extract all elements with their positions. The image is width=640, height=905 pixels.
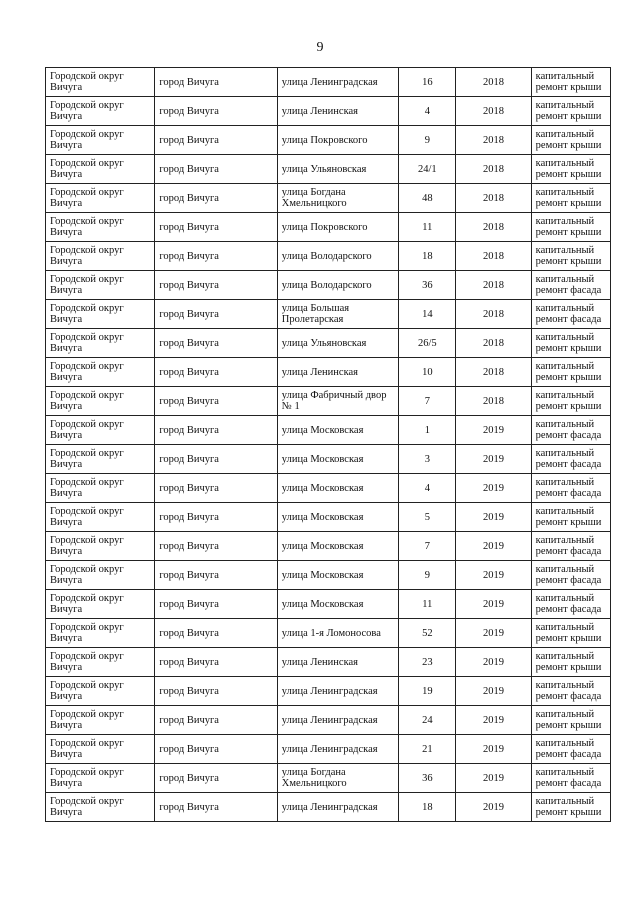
house-number-cell: 4 — [399, 97, 456, 126]
work-type-cell: капитальный ремонт фасада — [531, 271, 610, 300]
house-number-cell: 19 — [399, 677, 456, 706]
house-number-cell: 7 — [399, 387, 456, 416]
street-cell: улица Ленинская — [277, 97, 398, 126]
table-row — [46, 793, 611, 822]
city-cell: город Вичуга — [155, 532, 277, 561]
year-cell: 2019 — [456, 648, 531, 677]
year-cell: 2018 — [456, 387, 531, 416]
city-cell: город Вичуга — [155, 97, 277, 126]
work-type-cell: капитальный ремонт фасада — [531, 590, 610, 619]
year-cell: 2019 — [456, 590, 531, 619]
street-cell: улица Ленинская — [277, 358, 398, 387]
year-cell: 2019 — [456, 532, 531, 561]
year-cell: 2019 — [456, 677, 531, 706]
street-cell: улица Московская — [277, 590, 398, 619]
house-number-cell: 4 — [399, 474, 456, 503]
work-type-cell: капитальный ремонт крыши — [531, 648, 610, 677]
table-row — [46, 677, 611, 706]
table-row — [46, 271, 611, 300]
year-cell: 2018 — [456, 184, 531, 213]
city-cell: город Вичуга — [155, 184, 277, 213]
city-cell: город Вичуга — [155, 213, 277, 242]
municipal-district-cell: Городской округ Вичуга — [46, 155, 155, 184]
city-cell: город Вичуга — [155, 706, 277, 735]
house-number-cell: 10 — [399, 358, 456, 387]
municipal-district-cell: Городской округ Вичуга — [46, 329, 155, 358]
table-row — [46, 648, 611, 677]
work-type-cell: капитальный ремонт фасада — [531, 300, 610, 329]
year-cell: 2018 — [456, 155, 531, 184]
municipal-district-cell: Городской округ Вичуга — [46, 648, 155, 677]
work-type-cell: капитальный ремонт крыши — [531, 155, 610, 184]
house-number-cell: 23 — [399, 648, 456, 677]
city-cell: город Вичуга — [155, 590, 277, 619]
city-cell: город Вичуга — [155, 126, 277, 155]
municipal-district-cell: Городской округ Вичуга — [46, 474, 155, 503]
work-type-cell: капитальный ремонт фасада — [531, 561, 610, 590]
house-number-cell: 11 — [399, 213, 456, 242]
work-type-cell: капитальный ремонт крыши — [531, 358, 610, 387]
municipal-district-cell: Городской округ Вичуга — [46, 590, 155, 619]
year-cell: 2018 — [456, 242, 531, 271]
city-cell: город Вичуга — [155, 793, 277, 822]
work-type-cell: капитальный ремонт крыши — [531, 503, 610, 532]
municipal-district-cell: Городской округ Вичуга — [46, 416, 155, 445]
table-row — [46, 503, 611, 532]
city-cell: город Вичуга — [155, 474, 277, 503]
city-cell: город Вичуга — [155, 329, 277, 358]
house-number-cell: 9 — [399, 561, 456, 590]
register-body — [46, 68, 611, 822]
table-row — [46, 155, 611, 184]
municipal-district-cell: Городской округ Вичуга — [46, 532, 155, 561]
house-number-cell: 14 — [399, 300, 456, 329]
municipal-district-cell: Городской округ Вичуга — [46, 68, 155, 97]
city-cell: город Вичуга — [155, 416, 277, 445]
street-cell: улица Московская — [277, 561, 398, 590]
work-type-cell: капитальный ремонт фасада — [531, 474, 610, 503]
city-cell: город Вичуга — [155, 735, 277, 764]
street-cell: улица Большая Пролетарская — [277, 300, 398, 329]
city-cell: город Вичуга — [155, 561, 277, 590]
street-cell: улица Московская — [277, 503, 398, 532]
municipal-district-cell: Городской округ Вичуга — [46, 561, 155, 590]
work-type-cell: капитальный ремонт фасада — [531, 764, 610, 793]
table-row — [46, 590, 611, 619]
municipal-district-cell: Городской округ Вичуга — [46, 764, 155, 793]
table-row — [46, 329, 611, 358]
house-number-cell: 36 — [399, 764, 456, 793]
municipal-district-cell: Городской округ Вичуга — [46, 503, 155, 532]
work-type-cell: капитальный ремонт крыши — [531, 213, 610, 242]
table-row — [46, 97, 611, 126]
house-number-cell: 52 — [399, 619, 456, 648]
city-cell: город Вичуга — [155, 242, 277, 271]
table-row — [46, 300, 611, 329]
street-cell: улица Ленинградская — [277, 793, 398, 822]
street-cell: улица Ленинская — [277, 648, 398, 677]
street-cell: улица Московская — [277, 532, 398, 561]
year-cell: 2018 — [456, 126, 531, 155]
street-cell: улица Фабричный двор № 1 — [277, 387, 398, 416]
year-cell: 2019 — [456, 416, 531, 445]
year-cell: 2019 — [456, 474, 531, 503]
page-number: 9 — [316, 40, 324, 55]
street-cell: улица Московская — [277, 445, 398, 474]
work-type-cell: капитальный ремонт крыши — [531, 619, 610, 648]
city-cell: город Вичуга — [155, 358, 277, 387]
work-type-cell: капитальный ремонт крыши — [531, 97, 610, 126]
house-number-cell: 18 — [399, 242, 456, 271]
house-number-cell: 36 — [399, 271, 456, 300]
street-cell: улица Ленинградская — [277, 706, 398, 735]
street-cell: улица Ульяновская — [277, 155, 398, 184]
street-cell: улица Московская — [277, 474, 398, 503]
table-row — [46, 735, 611, 764]
year-cell: 2019 — [456, 793, 531, 822]
house-number-cell: 1 — [399, 416, 456, 445]
table-row — [46, 213, 611, 242]
table-row — [46, 358, 611, 387]
year-cell: 2019 — [456, 735, 531, 764]
city-cell: город Вичуга — [155, 503, 277, 532]
table-row — [46, 764, 611, 793]
year-cell: 2018 — [456, 329, 531, 358]
house-number-cell: 7 — [399, 532, 456, 561]
table-row — [46, 68, 611, 97]
street-cell: улица Володарского — [277, 271, 398, 300]
city-cell: город Вичуга — [155, 445, 277, 474]
year-cell: 2018 — [456, 68, 531, 97]
house-number-cell: 5 — [399, 503, 456, 532]
municipal-district-cell: Городской округ Вичуга — [46, 97, 155, 126]
municipal-district-cell: Городской округ Вичуга — [46, 677, 155, 706]
work-type-cell: капитальный ремонт крыши — [531, 68, 610, 97]
year-cell: 2019 — [456, 503, 531, 532]
street-cell: улица Богдана Хмельницкого — [277, 764, 398, 793]
street-cell: улица Володарского — [277, 242, 398, 271]
street-cell: улица Покровского — [277, 126, 398, 155]
municipal-district-cell: Городской округ Вичуга — [46, 184, 155, 213]
year-cell: 2018 — [456, 358, 531, 387]
house-number-cell: 26/5 — [399, 329, 456, 358]
street-cell: улица Ленинградская — [277, 735, 398, 764]
house-number-cell: 3 — [399, 445, 456, 474]
work-type-cell: капитальный ремонт крыши — [531, 706, 610, 735]
city-cell: город Вичуга — [155, 677, 277, 706]
house-number-cell: 11 — [399, 590, 456, 619]
work-type-cell: капитальный ремонт крыши — [531, 184, 610, 213]
municipal-district-cell: Городской округ Вичуга — [46, 271, 155, 300]
municipal-district-cell: Городской округ Вичуга — [46, 735, 155, 764]
year-cell: 2018 — [456, 97, 531, 126]
work-type-cell: капитальный ремонт фасада — [531, 445, 610, 474]
table-row — [46, 445, 611, 474]
city-cell: город Вичуга — [155, 764, 277, 793]
work-type-cell: капитальный ремонт фасада — [531, 532, 610, 561]
municipal-district-cell: Городской округ Вичуга — [46, 242, 155, 271]
street-cell: улица Покровского — [277, 213, 398, 242]
street-cell: улица Ульяновская — [277, 329, 398, 358]
municipal-district-cell: Городской округ Вичуга — [46, 300, 155, 329]
year-cell: 2019 — [456, 706, 531, 735]
house-number-cell: 24/1 — [399, 155, 456, 184]
work-type-cell: капитальный ремонт крыши — [531, 126, 610, 155]
municipal-district-cell: Городской округ Вичуга — [46, 126, 155, 155]
street-cell: улица Ленинградская — [277, 68, 398, 97]
house-number-cell: 21 — [399, 735, 456, 764]
table-row — [46, 184, 611, 213]
city-cell: город Вичуга — [155, 619, 277, 648]
table-row — [46, 387, 611, 416]
street-cell: улица Богдана Хмельницкого — [277, 184, 398, 213]
city-cell: город Вичуга — [155, 300, 277, 329]
house-number-cell: 18 — [399, 793, 456, 822]
house-number-cell: 24 — [399, 706, 456, 735]
table-row — [46, 242, 611, 271]
table-row — [46, 126, 611, 155]
street-cell: улица Московская — [277, 416, 398, 445]
municipal-district-cell: Городской округ Вичуга — [46, 358, 155, 387]
table-row — [46, 416, 611, 445]
table-row — [46, 474, 611, 503]
year-cell: 2019 — [456, 619, 531, 648]
municipal-district-cell: Городской округ Вичуга — [46, 619, 155, 648]
work-type-cell: капитальный ремонт крыши — [531, 242, 610, 271]
table-row — [46, 532, 611, 561]
year-cell: 2019 — [456, 445, 531, 474]
year-cell: 2019 — [456, 561, 531, 590]
city-cell: город Вичуга — [155, 68, 277, 97]
house-number-cell: 16 — [399, 68, 456, 97]
work-type-cell: капитальный ремонт фасада — [531, 735, 610, 764]
street-cell: улица Ленинградская — [277, 677, 398, 706]
city-cell: город Вичуга — [155, 387, 277, 416]
year-cell: 2019 — [456, 764, 531, 793]
work-type-cell: капитальный ремонт крыши — [531, 387, 610, 416]
work-type-cell: капитальный ремонт фасада — [531, 677, 610, 706]
work-type-cell: капитальный ремонт крыши — [531, 329, 610, 358]
city-cell: город Вичуга — [155, 648, 277, 677]
municipal-district-cell: Городской округ Вичуга — [46, 445, 155, 474]
table-row — [46, 561, 611, 590]
table-row — [46, 706, 611, 735]
city-cell: город Вичуга — [155, 271, 277, 300]
work-type-cell: капитальный ремонт фасада — [531, 416, 610, 445]
house-number-cell: 9 — [399, 126, 456, 155]
work-type-cell: капитальный ремонт крыши — [531, 793, 610, 822]
street-cell: улица 1-я Ломоносова — [277, 619, 398, 648]
municipal-district-cell: Городской округ Вичуга — [46, 793, 155, 822]
house-number-cell: 48 — [399, 184, 456, 213]
municipal-district-cell: Городской округ Вичуга — [46, 706, 155, 735]
repair-register-table — [45, 67, 611, 822]
year-cell: 2018 — [456, 213, 531, 242]
municipal-district-cell: Городской округ Вичуга — [46, 387, 155, 416]
year-cell: 2018 — [456, 271, 531, 300]
municipal-district-cell: Городской округ Вичуга — [46, 213, 155, 242]
table-row — [46, 619, 611, 648]
city-cell: город Вичуга — [155, 155, 277, 184]
year-cell: 2018 — [456, 300, 531, 329]
